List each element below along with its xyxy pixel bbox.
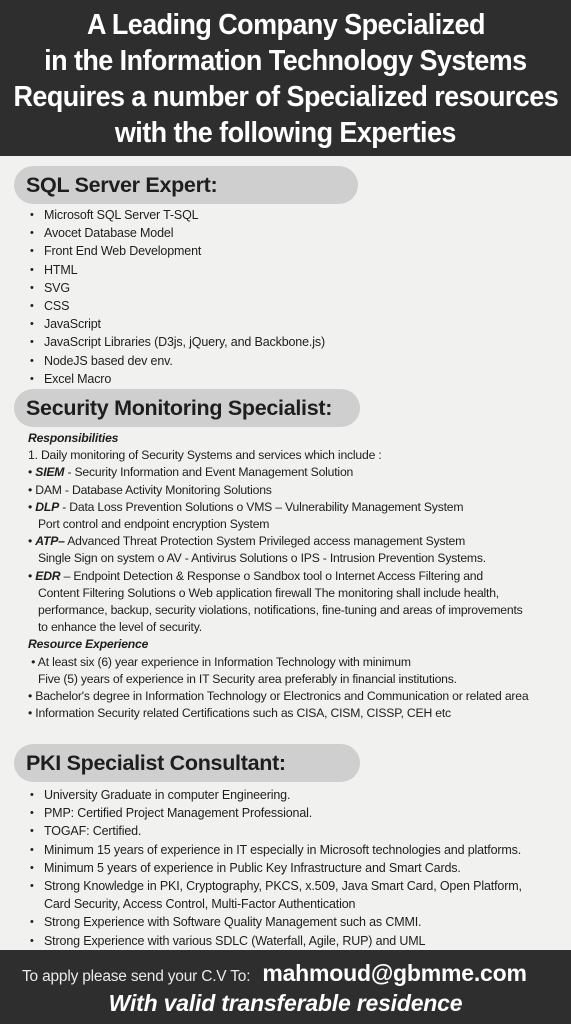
list-item: • NodeJS based dev env. — [30, 352, 325, 370]
experience-line: • Information Security related Certifications such as CISA, CISM, CISSP, CEH etc — [28, 706, 451, 721]
list-item: • Microsoft SQL Server T-SQL — [30, 206, 325, 224]
dlp-line: • DLP - Data Loss Prevention Solutions o VMS – Vulnerability Management System — [28, 499, 464, 514]
list-item-continuation: Card Security, Access Control, Multi-Factor Authentication — [44, 897, 356, 912]
siem-text: - Security Information and Event Management Solution — [64, 465, 354, 480]
list-item: • JavaScript — [30, 315, 325, 333]
list-item: • Excel Macro — [30, 370, 325, 388]
atp-line: • ATP– Advanced Threat Protection System Privileged access management System — [28, 534, 466, 549]
atp-label: ATP– — [35, 534, 65, 549]
sql-requirements-list — [30, 206, 325, 388]
contact-email[interactable]: mahmoud@gbmme.com — [262, 960, 527, 986]
list-item: • SVG — [30, 279, 325, 297]
resource-experience-heading: Resource Experience — [28, 637, 149, 652]
dam-text: DAM - Database Activity Monitoring Solutions — [35, 482, 272, 497]
list-item: • TOGAF: Certified. — [30, 822, 522, 840]
list-item: • CSS — [30, 297, 325, 315]
headline-line-3: Requires a number of Specialized resources — [13, 81, 558, 113]
siem-label: SIEM — [35, 465, 65, 480]
siem-line: • SIEM - Security Information and Event Management Solution — [28, 465, 354, 480]
edr-continuation: to enhance the level of security. — [38, 620, 202, 635]
section-title-sql: SQL Server Expert: — [14, 166, 358, 204]
security-responsibilities — [28, 430, 563, 722]
section-title-pki: PKI Specialist Consultant: — [14, 744, 360, 782]
list-item: • Strong Knowledge in PKI, Cryptography, PKCS, x.509, Java Smart Card, Open Platform, Card Security, Access Control, Multi-Factor Authentication — [30, 877, 522, 913]
dlp-continuation: Port control and endpoint encryption System — [38, 517, 270, 532]
list-item: • Avocet Database Model — [30, 224, 325, 242]
dam-line: • DAM - Database Activity Monitoring Solutions — [28, 482, 272, 497]
list-item: • PMP: Certified Project Management Professional. — [30, 804, 522, 822]
list-item: • Strong Experience with Software Quality Management such as CMMI. — [30, 913, 522, 931]
section-title-security: Security Monitoring Specialist: — [14, 389, 360, 427]
footer-banner — [0, 950, 571, 1024]
experience-line: • Bachelor's degree in Information Technology or Electronics and Communication or related area — [28, 689, 529, 704]
atp-continuation: Single Sign on system o AV - Antivirus Solutions o IPS - Intrusion Prevention Systems. — [38, 551, 486, 566]
headline-line-4: with the following Experties — [114, 117, 456, 149]
list-item: • HTML — [30, 261, 325, 279]
list-item: • JavaScript Libraries (D3js, jQuery, and Backbone.js) — [30, 333, 325, 351]
atp-text: Advanced Threat Protection System Privileged access management System — [64, 534, 466, 549]
responsibilities-heading: Responsibilities — [28, 431, 119, 445]
responsibilities-intro: 1. Daily monitoring of Security Systems and services which include : — [28, 448, 382, 463]
pki-requirements-list — [30, 786, 522, 950]
experience-line: • At least six (6) year experience in Information Technology with minimum — [28, 654, 411, 669]
list-item: • Minimum 5 years of experience in Public Key Infrastructure and Smart Cards. — [30, 859, 522, 877]
edr-continuation: Content Filtering Solutions o Web application firewall The monitoring shall include health, — [38, 585, 499, 600]
edr-continuation: performance, backup, security violations, notifications, fine-tuning and areas of improvements — [38, 603, 523, 618]
apply-line — [22, 960, 557, 987]
dlp-label: DLP — [35, 499, 60, 514]
residence-requirement: With valid transferable residence — [108, 990, 463, 1016]
experience-continuation: Five (5) years of experience in IT Security area preferably in financial institutions. — [38, 671, 457, 686]
edr-text: – Endpoint Detection & Response o Sandbox tool o Internet Access Filtering and — [60, 568, 483, 583]
apply-label: To apply please send your C.V To: — [22, 968, 251, 985]
dlp-text: - Data Loss Prevention Solutions o VMS – Vulnerability Management System — [59, 499, 464, 514]
list-item: • Strong Experience with various SDLC (Waterfall, Agile, RUP) and UML — [30, 932, 522, 950]
list-item: • Front End Web Development — [30, 242, 325, 260]
headline-line-2: in the Information Technology Systems — [44, 45, 527, 77]
list-item: • Minimum 15 years of experience in IT especially in Microsoft technologies and platforms. — [30, 841, 522, 859]
list-item: • University Graduate in computer Engineering. — [30, 786, 522, 804]
headline-banner — [0, 0, 571, 156]
edr-line: • EDR – Endpoint Detection & Response o Sandbox tool o Internet Access Filtering and — [28, 568, 483, 583]
headline-line-1: A Leading Company Specialized — [86, 9, 485, 41]
edr-label: EDR — [35, 568, 61, 583]
